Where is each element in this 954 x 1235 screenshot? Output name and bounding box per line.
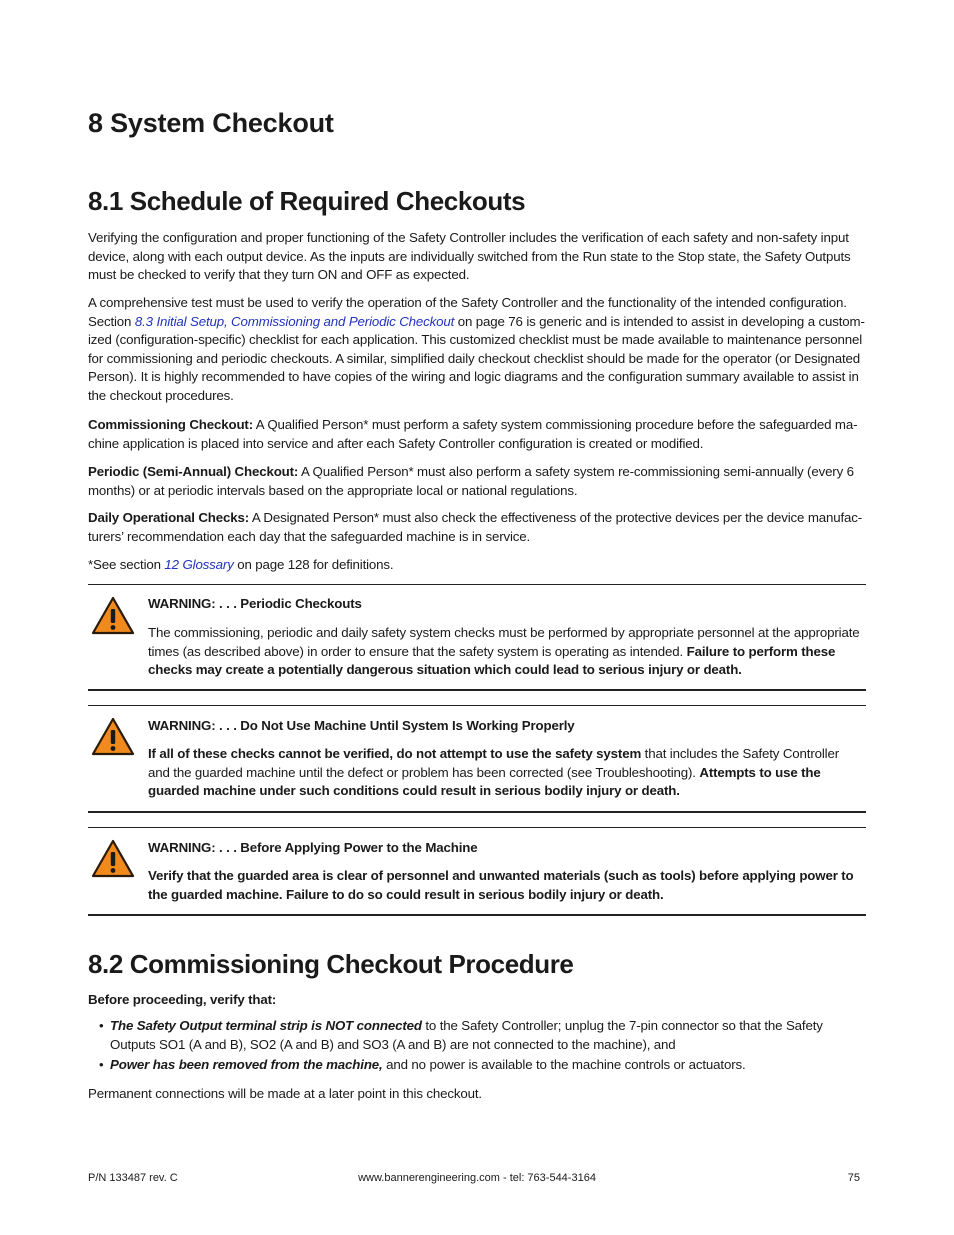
paragraph-verification: Verifying the configuration and proper functioning of the Safety Controller includes the verification of each safety and non-safety input device, along with each output device. As the inputs are individually switched from the Run state to the Stop state, the Safety Outputs must be checked to verify that they turn ON and OFF as expected. xyxy=(88,230,851,283)
warning-title: WARNING: . . . Do Not Use Machine Until System Is Working Properly xyxy=(148,718,575,733)
section-heading-8-2: 8.2 Commissioning Checkout Procedure xyxy=(88,949,574,979)
warning-box-periodic-checkouts xyxy=(88,584,866,691)
section-8-3-link[interactable]: 8.3 Initial Setup, Commissioning and Periodic Checkout xyxy=(134,313,455,329)
warning-body: The commissioning, periodic and daily safety system checks must be performed by appropriate personnel at the appropriate times (as described above) in order to ensure that the safety system is operating as intended. Failure to perform these checks may create a potentially dangerous situation which could lead to serious injury or death. xyxy=(148,625,860,678)
paragraph-periodic-checkout: Periodic (Semi-Annual) Checkout: A Qualified Person* must also perform a safety system re-commissioning semi-annually (every 6 months) or at periodic intervals based on the appropriate local or national regulations. xyxy=(88,464,854,498)
paragraph-commissioning-checkout: Commissioning Checkout: A Qualified Person* must perform a safety system commissioning procedure before the safeguarded ma-chine application is placed into service and after each Safety Controller configuration is created or modified. xyxy=(88,417,858,451)
warning-body: If all of these checks cannot be verified, do not attempt to use the safety system that includes the Safety Controller and the guarded machine until the defect or problem has been corrected (see Troubleshooting). Attempts to use the guarded machine under such conditions could result in serious bodily injury or death. xyxy=(148,746,839,799)
warning-box-do-not-use-machine xyxy=(88,705,866,813)
procedure-intro: Before proceeding, verify that: xyxy=(88,992,277,1007)
closing-paragraph: Permanent connections will be made at a later point in this checkout. xyxy=(88,1086,482,1101)
warning-triangle-icon xyxy=(91,596,135,636)
footer-page-number: 75 xyxy=(847,1172,860,1184)
warning-triangle-icon xyxy=(91,717,135,757)
verify-list xyxy=(88,1017,866,1075)
section-heading-8-1: 8.1 Schedule of Required Checkouts xyxy=(88,186,526,216)
paragraph-comprehensive-test: A comprehensive test must be used to verify the operation of the Safety Controller and the functionality of the intended configuration. Section 8.3 Initial Setup, Commissioning and Periodic Checkout on page 76 is generic and is intended to assist in developing a custom-ized (configuration-specific) checklist for each application. This customized checklist must be made available to maintenance personnel for commissioning and periodic checkouts. A similar, simplified daily checkout checklist should be made for the operator (or Designated Person). It is highly recommended to have copies of the wiring and logic diagrams and the configuration summary available to assist in the checkout procedures. xyxy=(88,295,865,403)
footer-part-number: P/N 133487 rev. C xyxy=(88,1172,178,1184)
warning-title: WARNING: . . . Before Applying Power to the Machine xyxy=(148,840,478,855)
warning-triangle-icon xyxy=(91,839,135,879)
warning-body: Verify that the guarded area is clear of personnel and unwanted materials (such as tools) before applying power to the guarded machine. Failure to do so could result in serious bodily injury or death. xyxy=(148,868,854,902)
chapter-heading: 8 System Checkout xyxy=(88,108,334,138)
glossary-link[interactable]: 12 Glossary xyxy=(164,557,234,572)
list-item: • Power has been removed from the machine, and no power is available to the machine controls or actuators. xyxy=(99,1057,746,1073)
paragraph-daily-checks: Daily Operational Checks: A Designated Person* must also check the effectiveness of the protective devices per the device manufac-turers’ recommendation each day that the safeguarded machine is in service. xyxy=(88,510,863,544)
warning-title: WARNING: . . . Periodic Checkouts xyxy=(148,596,362,611)
footer-website: www.bannerengineering.com - tel: 763-544-3164 xyxy=(358,1172,596,1184)
list-item: • The Safety Output terminal strip is NOT connected to the Safety Controller; unplug the 7-pin connector so that the Safety Outputs SO1 (A and B), SO2 (A and B) and SO3 (A and B) are not connected to the machine), and xyxy=(99,1018,823,1052)
warning-box-before-applying-power xyxy=(88,827,866,916)
paragraph-see-glossary: *See section 12 Glossary on page 128 for definitions. xyxy=(88,557,394,572)
